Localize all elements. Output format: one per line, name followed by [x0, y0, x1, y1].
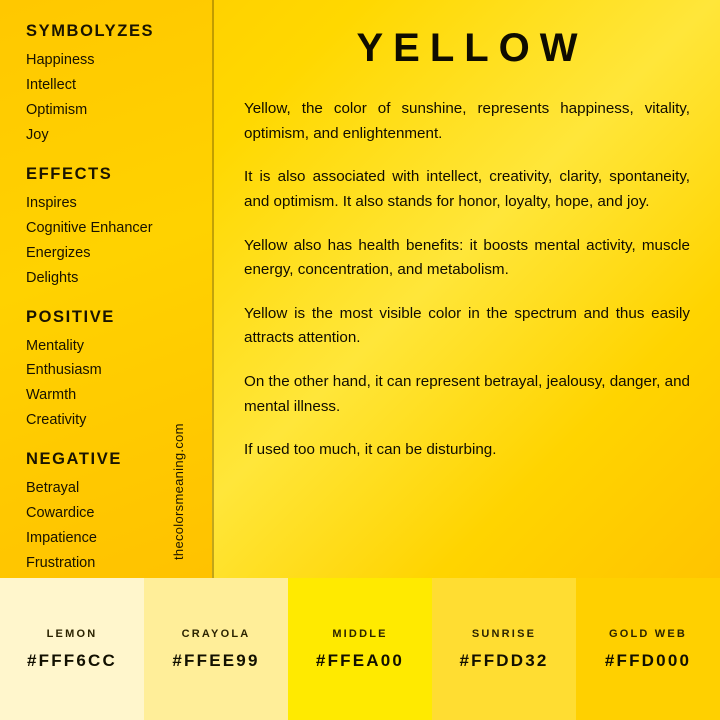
color-swatch [432, 578, 576, 720]
group-item: Optimism [26, 101, 88, 118]
description-paragraph: Yellow also has health benefits: it boosts mental activity, muscle energy, concentration, and metabolism. [244, 236, 690, 279]
group-item: Cowardice [26, 505, 95, 522]
color-swatch-strip [0, 578, 720, 720]
group-item: Cognitive Enhancer [26, 219, 153, 236]
group-title: POSITIVE [26, 307, 115, 326]
swatch-name: LEMON [46, 627, 98, 640]
description-paragraph: Yellow is the most visible color in the spectrum and thus easily attracts attention. [244, 304, 690, 347]
description-paragraph: Yellow, the color of sunshine, represents happiness, vitality, optimism, and enlightenment. [244, 100, 690, 142]
group-item: Enthusiasm [26, 362, 102, 379]
group-item: Warmth [26, 387, 77, 404]
swatch-hex: #FFDD32 [459, 650, 549, 670]
swatch-hex: #FFEE99 [172, 650, 260, 670]
group-item: Mentality [26, 337, 85, 354]
group-item: Joy [26, 126, 49, 143]
group-item: Intellect [26, 76, 76, 93]
swatch-hex: #FFD000 [604, 650, 692, 670]
swatch-hex: #FFEA00 [315, 650, 405, 670]
attribute-group [26, 22, 212, 148]
group-item: Impatience [26, 530, 97, 547]
swatch-name: MIDDLE [332, 627, 388, 640]
swatch-name: GOLD WEB [608, 627, 688, 640]
attribute-group [26, 165, 212, 291]
group-item: Frustration [26, 555, 96, 572]
group-item: Happiness [26, 52, 95, 68]
color-swatch [288, 578, 432, 720]
description-paragraph: On the other hand, it can represent betrayal, jealousy, danger, and mental illness. [244, 373, 690, 415]
group-item: Creativity [26, 412, 87, 429]
group-item: Energizes [26, 244, 91, 261]
vertical-divider [212, 0, 214, 578]
swatch-name: SUNRISE [471, 627, 537, 640]
group-title: NEGATIVE [26, 450, 122, 469]
source-credit: thecolorsmeaning.com [171, 423, 186, 560]
description-paragraph: It is also associated with intellect, creativity, clarity, spontaneity, and optimism. It also stands for honor, loyalty, hope, and joy. [244, 168, 690, 210]
group-item: Inspires [26, 194, 77, 211]
color-swatch [576, 578, 720, 720]
swatch-hex: #FFF6CC [26, 650, 118, 670]
group-item: Betrayal [26, 480, 80, 497]
color-swatch [0, 578, 144, 720]
group-title: EFFECTS [26, 164, 113, 183]
description-paragraph: If used too much, it can be disturbing. [244, 441, 497, 459]
page-title: YELLOW [356, 26, 588, 70]
group-item: Delights [26, 269, 79, 286]
swatch-name: CRAYOLA [181, 627, 251, 640]
color-swatch [144, 578, 288, 720]
group-title: SYMBOLYZES [26, 22, 155, 40]
description-panel [212, 0, 720, 578]
